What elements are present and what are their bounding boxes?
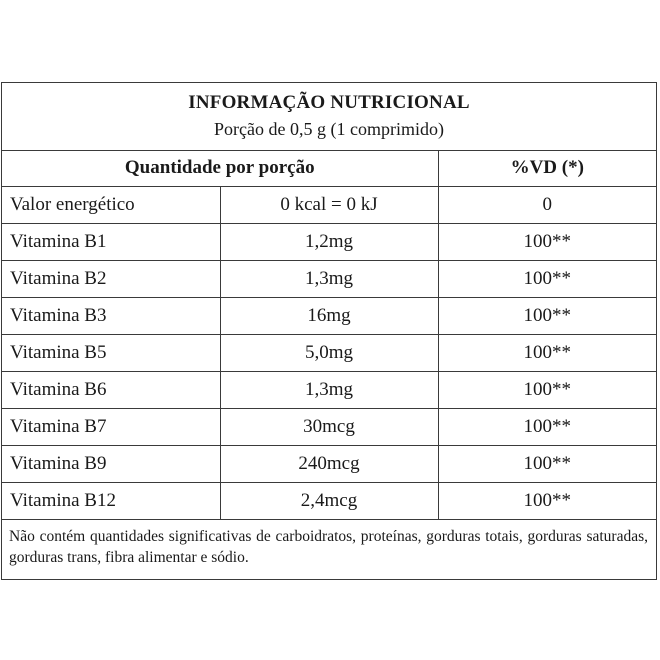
table-row: [2, 260, 656, 297]
nutrient-quantity: 1,3mg: [220, 371, 438, 408]
nutrient-name: Vitamina B7: [2, 408, 220, 445]
nutrient-quantity: 240mcg: [220, 445, 438, 482]
nutrient-daily-value: 100**: [438, 482, 656, 519]
serving-size: Porção de 0,5 g (1 comprimido): [214, 119, 444, 139]
footnote: Não contém quantidades significativas de carboidratos, proteínas, gorduras totais, gorduras saturadas, gorduras trans, fibra alimentar e sódio.: [9, 527, 648, 566]
nutrient-daily-value: 100**: [438, 260, 656, 297]
table-row: [2, 482, 656, 519]
nutrient-name: Vitamina B2: [2, 260, 220, 297]
daily-value-header: %VD (*): [438, 151, 656, 186]
nutrient-daily-value: 100**: [438, 334, 656, 371]
nutrient-daily-value: 100**: [438, 371, 656, 408]
nutrient-name: Vitamina B6: [2, 371, 220, 408]
quantity-per-serving-header: Quantidade por porção: [2, 151, 438, 186]
nutrient-daily-value: 100**: [438, 408, 656, 445]
nutrient-rows: [2, 186, 656, 519]
nutrient-quantity: 16mg: [220, 297, 438, 334]
nutrient-quantity: 1,2mg: [220, 223, 438, 260]
nutrient-quantity: 2,4mcg: [220, 482, 438, 519]
nutrient-quantity: 30mcg: [220, 408, 438, 445]
nutrient-name: Vitamina B1: [2, 223, 220, 260]
table-row: [2, 334, 656, 371]
nutrient-daily-value: 100**: [438, 445, 656, 482]
nutrition-table: [2, 151, 656, 520]
table-header-row: [2, 151, 656, 186]
nutrient-daily-value: 100**: [438, 297, 656, 334]
nutrient-quantity: 5,0mg: [220, 334, 438, 371]
nutrient-quantity: 0 kcal = 0 kJ: [220, 186, 438, 223]
nutrient-name: Vitamina B5: [2, 334, 220, 371]
nutrient-name: Vitamina B12: [2, 482, 220, 519]
table-row: [2, 297, 656, 334]
nutrient-daily-value: 0: [438, 186, 656, 223]
table-row: [2, 371, 656, 408]
nutrient-name: Vitamina B3: [2, 297, 220, 334]
nutrient-name: Valor energético: [2, 186, 220, 223]
nutrient-daily-value: 100**: [438, 223, 656, 260]
nutrition-facts-panel: [1, 82, 657, 580]
nutrition-title: INFORMAÇÃO NUTRICIONAL: [188, 92, 470, 113]
table-row: [2, 445, 656, 482]
table-row: [2, 408, 656, 445]
nutrition-header: [2, 83, 656, 151]
table-row: [2, 186, 656, 223]
nutrient-name: Vitamina B9: [2, 445, 220, 482]
nutrient-quantity: 1,3mg: [220, 260, 438, 297]
table-row: [2, 223, 656, 260]
